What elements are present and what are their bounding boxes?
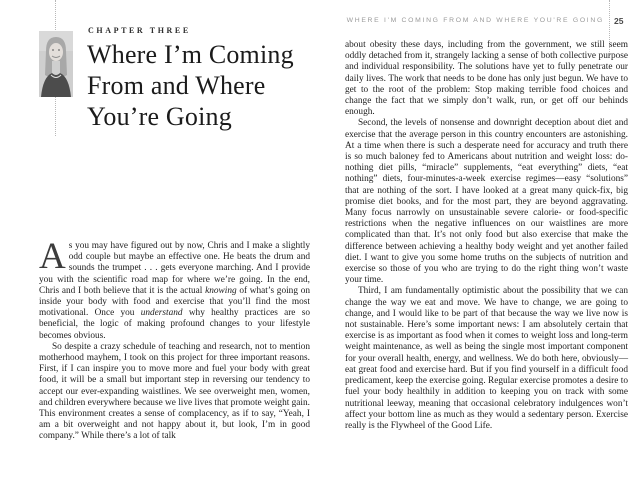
running-head: WHERE I'M COMING FROM AND WHERE YOU'RE GOING [346, 17, 604, 24]
right-page-body [345, 40, 628, 432]
paragraph: Second, the levels of nonsense and downright deception about diet and exercise that the average person in this country encounters are astonishing. At a time when there is such a desperate need for accuracy and truth there is so much baloney fed to Americans about nutrition and weight loss: do-nothing diet pills, “miracle” supplements, “eat everything” diets, “eat nothing” diets, four-minutes-a-week exercise regimes—easy “solutions” that are nothing of the sort. I have looked at a great many quick-fix, big promise diet books, and for the most part, they are beyond aggravating. Many focus narrowly on unsustainable severe calorie- or food-specific restrictions when the negative influences on our waistlines are more complicated than that. It’s not only food but also exercise that make the difference between achieving a healthy body weight and yet another failed diet. I want to give you some home truths on the subjects of nutrition and exercise so those of you who are trying to do the right thing won’t waste your time. [345, 118, 628, 286]
paragraph: As you may have figured out by now, Chris and I make a slightly odd couple but maybe an effective one. He beats the drum and sounds the trumpet . . . gets everyone marching. And I provide you with the scientific road map for where we’re going. In the end, Chris and I both believe that it is the actual knowing of what’s going on inside your body with food and exercise that you’ll find the most motivational. Once you understand why healthy practices are so beneficial, the logic of making profound changes to your lifestyle becomes obvious. [39, 236, 310, 341]
left-page-body [39, 236, 310, 443]
paragraph: Third, I am fundamentally optimistic about the possibility that we can change the way we eat and move. We have to change, we are going to change, and I would like to be part of that because the way we live now is not sustainable. Here’s some important news: I am absolutely certain that exercise is as important as food when it comes to weight loss and long-term weight maintenance, as well as being the single most important component for your overall health, energy, and wellness. We do both here, obviously—eat great food and exercise hard. But if you find yourself in a difficult food predicament, keep the exercise going. Regular exercise promotes a desire to fuel your body healthily in addition to keeping you on track with some nutritional leeway, meaning that occasional celebratory indulgences won’t affect your bottom line as much as they would a sedentary person. Exercise really is the Flywheel of the Good Life. [345, 286, 628, 431]
chapter-title-line: Where I’m Coming [87, 40, 294, 69]
chapter-title-line: You’re Going [87, 102, 232, 131]
paragraph: So despite a crazy schedule of teaching and research, not to mention motherhood mayhem, I took on this project for three important reasons. First, if I can inspire you to move more and fuel your body with great food, it will be a small but important step in reversing our tendency to accept our ever-expanding waistlines. We see overweight men, women, and children everywhere because we live lives that promote weight gain. This environment creates a sense of complacency, as if to say, “Yeah, I am a bit overweight and not happy about it, but look, I’m in good company.” While there’s a lot of talk [39, 341, 310, 442]
chapter-kicker: CHAPTER THREE [88, 26, 191, 35]
drop-cap: A [39, 236, 66, 277]
author-photo [39, 31, 73, 97]
paragraph: about obesity these days, including from the government, we still seem oddly detached from it, strangely lacking a sense of both collective purpose and individual responsibility. The solutions have yet to fully penetrate our daily lives. The work that needs to be done has only just begun. We have to get to the root of the problem: Stop making terrible food choices and change the fact that we simply don’t walk, run, or get off our behinds enough. [345, 40, 628, 118]
chapter-title [87, 39, 327, 132]
author-portrait-image [39, 31, 73, 97]
page-number: 25 [614, 16, 624, 26]
chapter-title-line: From and Where [87, 71, 266, 100]
